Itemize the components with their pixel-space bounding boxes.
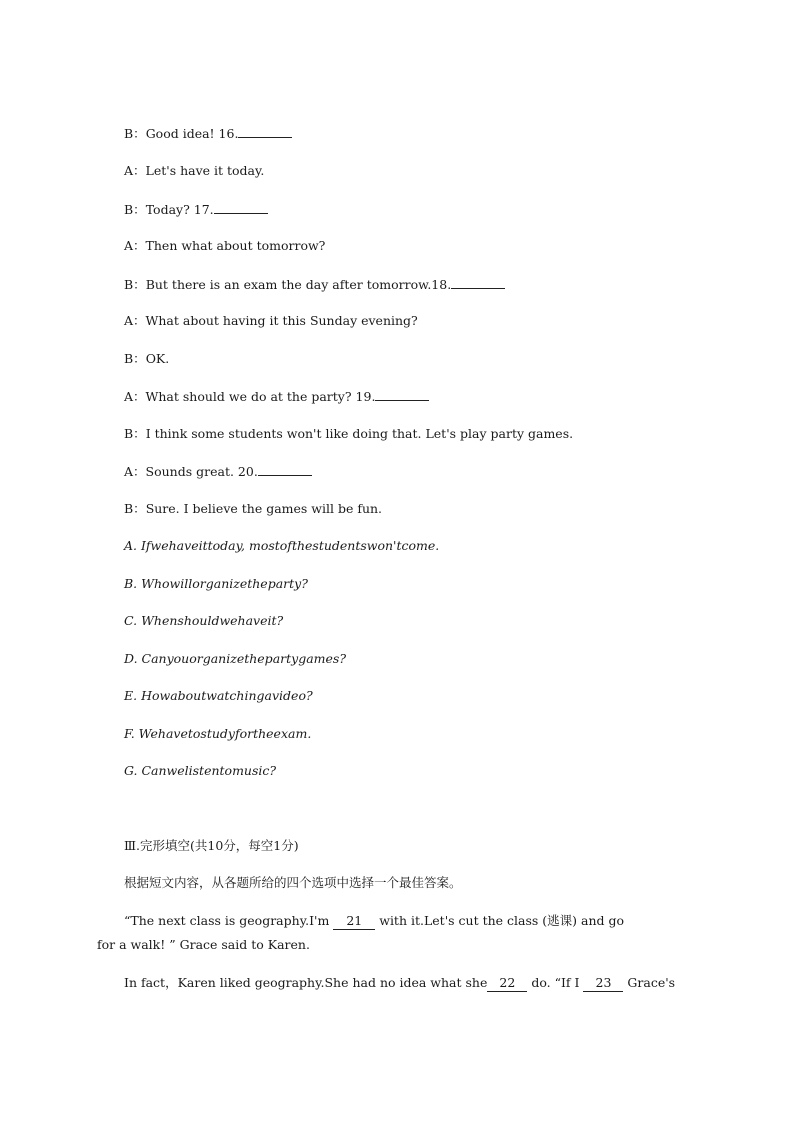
option-b: B. Whowillorganizetheparty? <box>124 576 308 591</box>
cloze-blank-22: 22 <box>487 975 527 992</box>
dialogue-line: A：What about having it this Sunday evening? <box>124 313 418 328</box>
dialogue-line: A：Sounds great. 20. <box>124 463 312 480</box>
dialogue-line: B：Sure. I believe the games will be fun. <box>124 501 383 516</box>
option-g: G. Canwelistentomusic? <box>124 763 277 778</box>
passage-line: for a walk! ” Grace said to Karen. <box>97 937 310 952</box>
option-e: E. Howaboutwatchingavideo? <box>124 688 313 703</box>
answer-blank-19 <box>375 388 429 401</box>
option-a: A. Ifwehaveittoday, mostofthestudentswon'tcome. <box>124 538 440 553</box>
answer-blank-18 <box>451 276 505 289</box>
section-title: Ⅲ.完形填空(共10分，每空1分) <box>124 838 299 853</box>
dialogue-line: B：Today? 17. <box>124 201 268 218</box>
option-c: C. Whenshouldwehaveit? <box>124 613 284 628</box>
dialogue-line: B：OK. <box>124 351 170 366</box>
answer-blank-20 <box>258 463 312 476</box>
option-f: F. Wehavetostudyfortheexam. <box>124 726 312 741</box>
option-d: D. Canyouorganizethepartygames? <box>124 651 347 666</box>
passage-line: “The next class is geography.I'm 21 with it.Let's cut the class (逃课) and go <box>124 913 625 928</box>
section-instruction: 根据短文内容，从各题所给的四个选项中选择一个最佳答案。 <box>124 875 462 890</box>
dialogue-line: B：But there is an exam the day after tomorrow.18. <box>124 276 505 293</box>
dialogue-line: A：Then what about tomorrow? <box>124 238 326 253</box>
dialogue-line: B：I think some students won't like doing that. Let's play party games. <box>124 426 574 441</box>
cloze-blank-21: 21 <box>333 913 375 930</box>
dialogue-line: B：Good idea! 16. <box>124 125 292 142</box>
cloze-blank-23: 23 <box>583 975 623 992</box>
dialogue-line: A：What should we do at the party? 19. <box>124 388 429 405</box>
dialogue-line: A：Let's have it today. <box>124 163 265 178</box>
passage-line: In fact，Karen liked geography.She had no idea what she 22 do. “If I 23 Grace's <box>124 975 676 990</box>
answer-blank-16 <box>238 125 292 138</box>
answer-blank-17 <box>214 201 268 214</box>
